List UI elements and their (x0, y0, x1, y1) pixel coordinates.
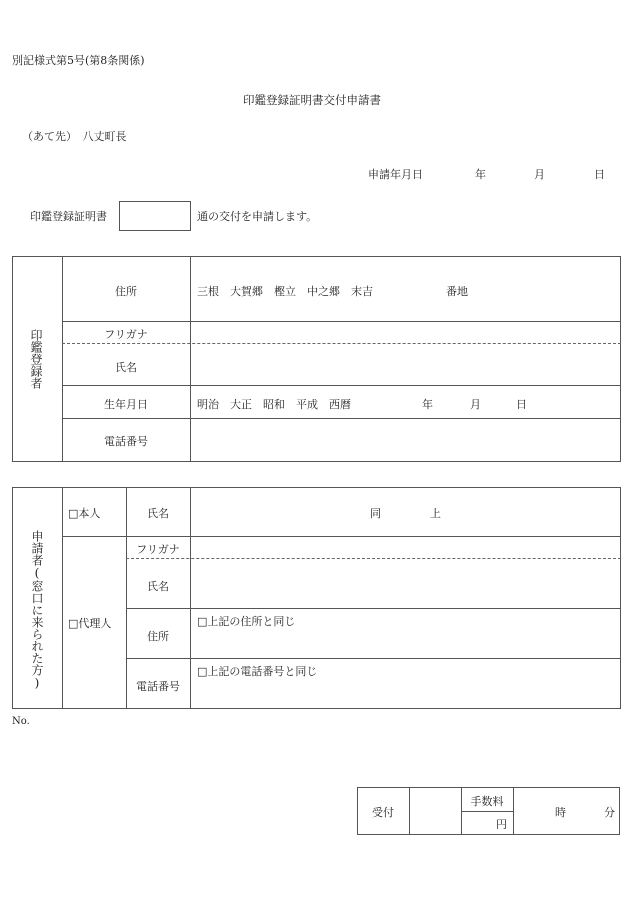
name-input[interactable] (191, 344, 620, 384)
copies-input[interactable] (119, 201, 191, 231)
agent-address-label: 住所 (147, 630, 169, 643)
phone-same-checkbox[interactable]: □上記の電話番号と同じ (197, 665, 318, 678)
agent-furigana-input[interactable] (191, 537, 620, 557)
birth-month-label: 月 (470, 398, 481, 411)
request-prefix: 印鑑登録証明書 (30, 210, 107, 223)
furigana-label: フリガナ (104, 328, 148, 341)
reception-label: 受付 (372, 806, 394, 819)
number-label: No. (12, 716, 30, 727)
form-number: 別記様式第5号(第8条関係) (12, 54, 145, 67)
birth-day-label: 日 (516, 398, 527, 411)
phone-input[interactable] (191, 419, 620, 461)
self-name-label: 氏名 (147, 507, 169, 520)
phone-label: 電話番号 (104, 435, 148, 448)
registrant-section-label: 印鑑登録者 (29, 329, 43, 389)
furigana-input[interactable] (191, 322, 620, 342)
agent-phone-label: 電話番号 (136, 680, 180, 693)
agent-checkbox[interactable]: □代理人 (68, 617, 112, 630)
page-title: 印鑑登録証明書交付申請書 (243, 93, 381, 107)
agent-name-input[interactable] (191, 559, 620, 607)
birthdate-label: 生年月日 (104, 398, 148, 411)
address-suffix: 番地 (446, 285, 468, 298)
same-as-above-1: 同 (370, 507, 381, 520)
era-options[interactable]: 明治 大正 昭和 平成 西暦 (197, 398, 351, 411)
address-same-checkbox[interactable]: □上記の住所と同じ (197, 615, 296, 628)
fee-label: 手数料 (470, 795, 504, 808)
date-day-label: 日 (594, 168, 605, 181)
agent-name-label: 氏名 (147, 580, 169, 593)
self-checkbox[interactable]: □本人 (68, 507, 101, 520)
applicant-section-label: 申請者(窓口に来られた方) (30, 530, 44, 690)
same-as-above-2: 上 (430, 507, 441, 520)
date-year-label: 年 (475, 168, 486, 181)
agent-furigana-label: フリガナ (136, 543, 180, 556)
request-suffix: 通の交付を申請します。 (197, 210, 318, 223)
minute-label: 分 (604, 806, 615, 819)
addressee: （あて先） 八丈町長 (22, 130, 127, 143)
hour-label: 時 (555, 806, 566, 819)
address-label: 住所 (115, 285, 137, 298)
date-label: 申請年月日 (368, 168, 423, 181)
name-label: 氏名 (115, 361, 137, 374)
fee-unit: 円 (496, 818, 507, 831)
date-month-label: 月 (534, 168, 545, 181)
birth-year-label: 年 (422, 398, 433, 411)
address-areas[interactable]: 三根 大賀郷 樫立 中之郷 末吉 (197, 285, 373, 298)
